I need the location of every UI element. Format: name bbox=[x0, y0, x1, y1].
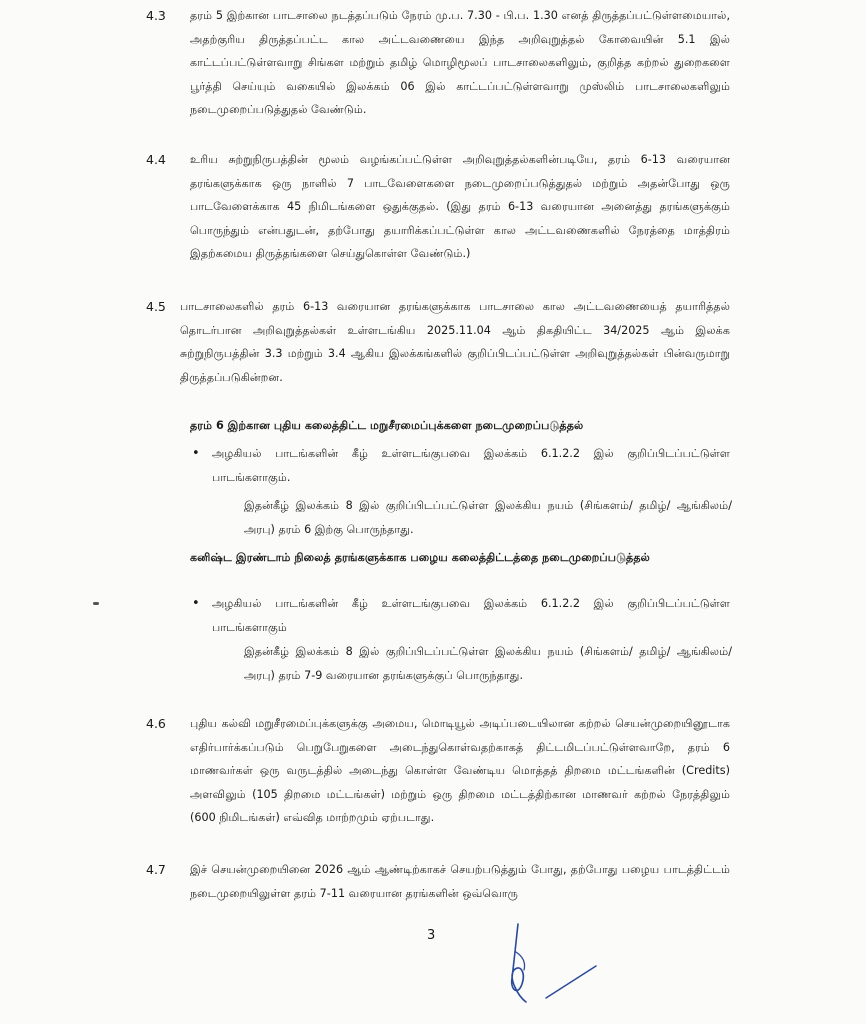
sub-heading-grade-6: தரம் 6 இற்கான புதிய கலைத்திட்ட மறுசீரமைப்புக்களை நடைமுறைப்படுத்தல் bbox=[190, 419, 584, 432]
section-number-4-5: 4.5 bbox=[146, 299, 166, 314]
section-4-5-text: பாடசாலைகளில் தரம் 6-13 வரையான தரங்களுக்காக பாடசாலை கால அட்டவணையைத் தயாரித்தல் தொடர்பான அறிவுறுத்தல்கள் உள்ளடங்கிய 2025.11.04 ஆம் திகதியிட்ட 34/2025 ஆம் இலக்க சுற்றுநிருபத்தின் 3.3 மற்றும் 3.4 ஆகிய இலக்கங்களில் குறிப்பிடப்பட்டுள்ள அறிவுறுத்தல்கள் பின்வருமாறு திருத்தப்படுகின்றன. bbox=[180, 300, 730, 384]
note-literature-grade-7-9: இதன்கீழ் இலக்கம் 8 இல் குறிப்பிடப்பட்டுள்ள இலக்கிய நயம் (சிங்களம்/ தமிழ்/ ஆங்கிலம்/ அரபு) தரம் 7-9 வரையான தரங்களுக்குப் பொருந்தாது. bbox=[244, 645, 732, 682]
bullet-point: • bbox=[192, 446, 200, 461]
bullet-aesthetic-subjects-1: அழகியல் பாடங்களின் கீழ் உள்ளடங்குபவை இலக்கம் 6.1.2.2 இல் குறிப்பிடப்பட்டுள்ள பாடங்களாகும். bbox=[212, 447, 730, 484]
section-number-4-7: 4.7 bbox=[146, 862, 166, 877]
margin-mark bbox=[93, 602, 99, 605]
bullet-point: • bbox=[192, 596, 200, 611]
page-number: 3 bbox=[427, 928, 436, 943]
section-4-3-text: தரம் 5 இற்கான பாடசாலை நடத்தப்படும் நேரம் மு.ப. 7.30 - பி.ப. 1.30 எனத் திருத்தப்பட்டுள்ளமையால், அதற்குரிய திருத்தப்பட்ட கால அட்டவணையை இந்த அறிவுறுத்தல் கோவையின் 5.1 இல் காட்டப்பட்டுள்ளவாறு சிங்கள மற்றும் தமிழ் மொழிமூலப் பாடசாலைகளிலும், குறித்த கற்றல் துறைகளை பூர்த்தி செய்யும் வகையில் இலக்கம் 06 இல் காட்டப்பட்டுள்ளவாறு முஸ்லிம் பாடசாலைகளிலும் நடைமுறைப்படுத்துதல் வேண்டும். bbox=[190, 9, 730, 117]
section-4-4-text: உரிய சுற்றுநிருபத்தின் மூலம் வழங்கப்பட்டுள்ள அறிவுறுத்தல்களின்படியே, தரம் 6-13 வரையான தரங்களுக்காக ஒரு நாளில் 7 பாடவேளைகளை நடைமுறைப்படுத்துதல் மற்றும் அதன்போது ஒரு பாடவேளைக்காக 45 நிமிடங்களை ஒதுக்குதல். (இது தரம் 6-13 வரையான அனைத்து தரங்களுக்கும் பொருந்தும் என்பதுடன், தற்போது தயாரிக்கப்பட்டுள்ள கால அட்டவணைகளில் நேரத்தை மாத்திரம் இதற்கமைய திருத்தங்களை செய்துகொள்ள வேண்டும்.) bbox=[190, 153, 730, 261]
section-4-6-text: புதிய கல்வி மறுசீரமைப்புக்களுக்கு அமைய, மொடியூல் அடிப்படையிலான கற்றல் செயன்முறையினூடாக எதிர்பார்க்கப்படும் பெறுபேறுகளை அடைந்துகொள்வதற்காகத் திட்டமிடப்பட்டுள்ளவாறே, தரம் 6 மாணவர்கள் ஒரு வருடத்தில் அடைந்து கொள்ள வேண்டிய மொத்தத் திறமை மட்டங்களின் (Credits) அளவிலும் (105 திறமை மட்டங்கள்) மற்றும் ஒரு திறமை மட்டத்திற்கான மாணவர் கற்றல் நேரத்திலும் (600 நிமிடங்கள்) எவ்வித மாற்றமும் ஏற்படாது. bbox=[190, 717, 730, 825]
bullet-aesthetic-subjects-2: அழகியல் பாடங்களின் கீழ் உள்ளடங்குபவை இலக்கம் 6.1.2.2 இல் குறிப்பிடப்பட்டுள்ள பாடங்களாகும் bbox=[212, 597, 730, 634]
section-4-7-text: இச் செயன்முறையினை 2026 ஆம் ஆண்டிற்காகச் செயற்படுத்தும் போது, தற்போது பழைய பாடத்திட்டம் நடைமுறையிலுள்ள தரம் 7-11 வரையான தரங்களின் ஒவ்வொரு bbox=[190, 863, 730, 900]
sub-heading-junior-secondary: கனிஷ்ட இரண்டாம் நிலைத் தரங்களுக்காக பழைய கலைத்திட்டத்தை நடைமுறைப்படுத்தல் bbox=[190, 551, 650, 564]
section-number-4-6: 4.6 bbox=[146, 716, 166, 731]
signature bbox=[496, 912, 616, 1012]
section-number-4-4: 4.4 bbox=[146, 152, 166, 167]
note-literature-grade-6: இதன்கீழ் இலக்கம் 8 இல் குறிப்பிடப்பட்டுள்ள இலக்கிய நயம் (சிங்களம்/ தமிழ்/ ஆங்கிலம்/ அரபு) தரம் 6 இற்கு பொருந்தாது. bbox=[244, 499, 732, 536]
section-number-4-3: 4.3 bbox=[146, 8, 166, 23]
